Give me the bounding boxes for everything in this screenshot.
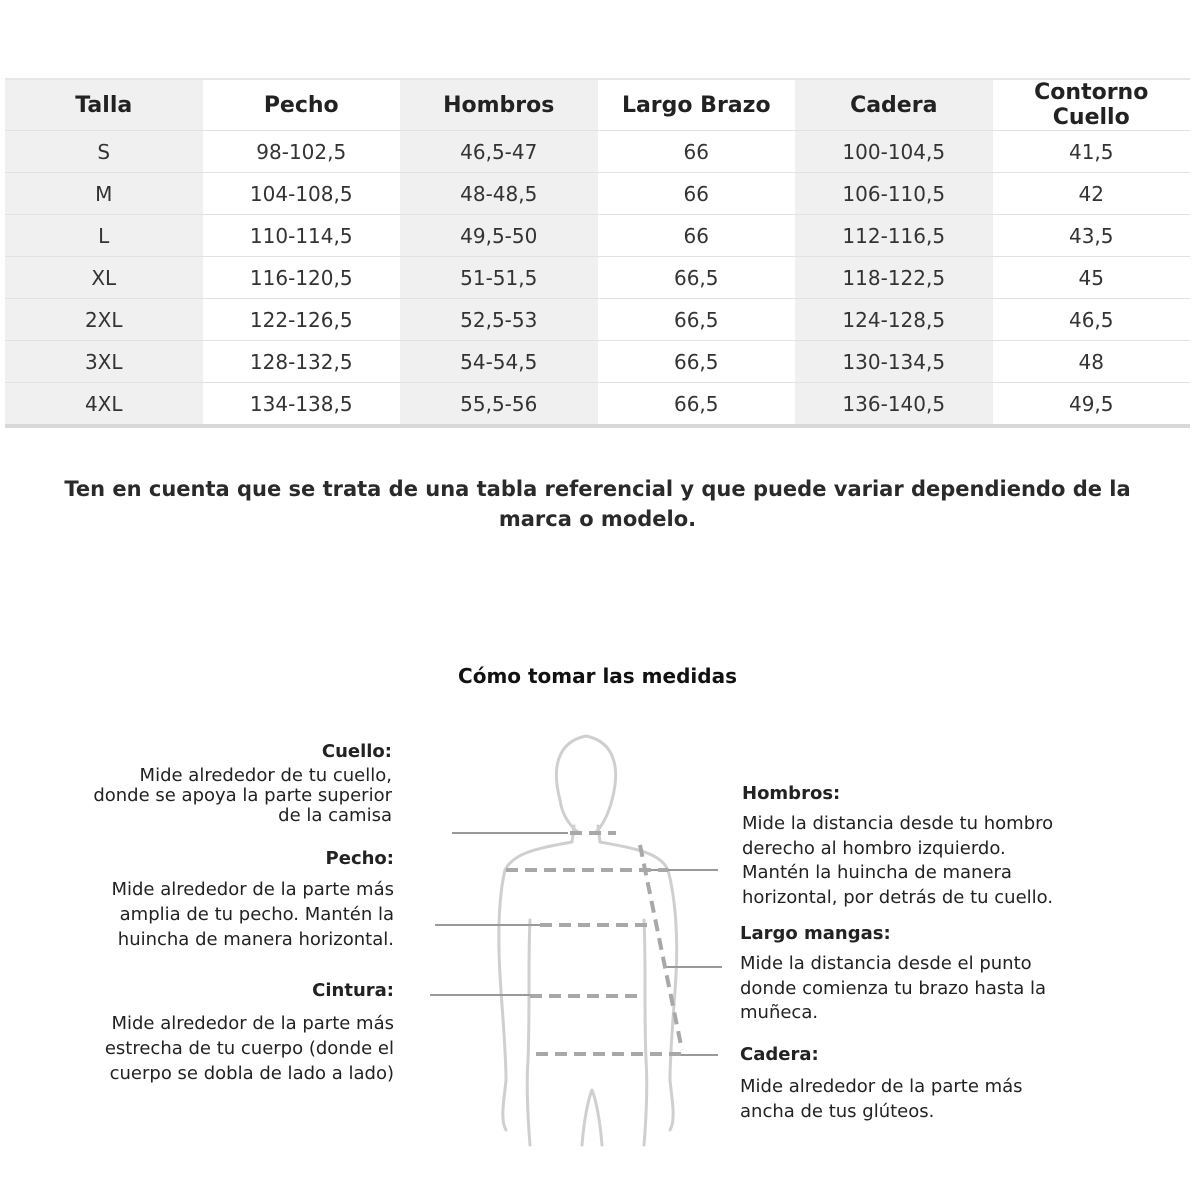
table-cell: M bbox=[5, 173, 203, 215]
table-cell: 49,5 bbox=[993, 383, 1191, 427]
hombros-heading: Hombros: bbox=[742, 783, 841, 804]
table-cell: 46,5-47 bbox=[400, 131, 598, 173]
hombros-block bbox=[742, 783, 1082, 910]
hombros-line: Mide la distancia desde tu hombro bbox=[742, 813, 1054, 834]
cintura-text bbox=[64, 1011, 394, 1086]
cuello-block bbox=[62, 741, 392, 826]
table-cell: 66,5 bbox=[598, 299, 796, 341]
table-cell: 54-54,5 bbox=[400, 341, 598, 383]
cuello-line: donde se apoya la parte superior bbox=[93, 785, 392, 806]
pecho-text bbox=[64, 877, 394, 952]
cintura-line: Mide alrededor de la parte más bbox=[111, 1013, 394, 1034]
table-cell: 49,5-50 bbox=[400, 215, 598, 257]
cadera-text bbox=[740, 1075, 1080, 1124]
table-cell: 51-51,5 bbox=[400, 257, 598, 299]
table-cell: 128-132,5 bbox=[203, 341, 401, 383]
cuello-text bbox=[62, 766, 392, 826]
table-cell: 104-108,5 bbox=[203, 173, 401, 215]
hombros-line: derecho al hombro izquierdo. bbox=[742, 837, 1006, 859]
header-largo-brazo: Largo Brazo bbox=[598, 79, 796, 131]
largo-mangas-heading: Largo mangas: bbox=[740, 923, 891, 944]
table-cell: 66 bbox=[598, 131, 796, 173]
largo-mangas-line: Mide la distancia desde el punto bbox=[740, 953, 1032, 974]
hombros-text bbox=[742, 812, 1082, 910]
table-cell: 45 bbox=[993, 257, 1191, 299]
table-cell: 136-140,5 bbox=[795, 383, 993, 427]
table-cell: 48-48,5 bbox=[400, 173, 598, 215]
table-cell: 48 bbox=[993, 341, 1191, 383]
pecho-line: huincha de manera horizontal. bbox=[117, 929, 394, 950]
table-cell: 66,5 bbox=[598, 383, 796, 427]
hombros-line: horizontal, por detrás de tu cuello. bbox=[742, 886, 1054, 908]
cuello-line: Mide alrededor de tu cuello, bbox=[139, 765, 392, 786]
table-cell: L bbox=[5, 215, 203, 257]
header-cadera: Cadera bbox=[795, 79, 993, 131]
reference-note: Ten en cuenta que se trata de una tabla referencial y que puede variar dependiendo de la marca o modelo. bbox=[64, 477, 1131, 531]
cintura-heading: Cintura: bbox=[312, 980, 394, 1001]
table-cell: 100-104,5 bbox=[795, 131, 993, 173]
largo-mangas-line: donde comienza tu brazo hasta la bbox=[740, 977, 1047, 999]
cuello-heading: Cuello: bbox=[321, 741, 392, 762]
table-cell: 122-126,5 bbox=[203, 299, 401, 341]
table-cell: 66 bbox=[598, 215, 796, 257]
table-cell: 112-116,5 bbox=[795, 215, 993, 257]
pecho-line: amplia de tu pecho. Mantén la bbox=[119, 904, 394, 925]
cadera-line: ancha de tus glúteos. bbox=[740, 1100, 935, 1122]
largo-mangas-block bbox=[740, 923, 1080, 1026]
pecho-heading: Pecho: bbox=[325, 848, 394, 869]
table-cell: 46,5 bbox=[993, 299, 1191, 341]
table-cell: 134-138,5 bbox=[203, 383, 401, 427]
table-cell: 43,5 bbox=[993, 215, 1191, 257]
table-cell: 55,5-56 bbox=[400, 383, 598, 427]
table-cell: 118-122,5 bbox=[795, 257, 993, 299]
largo-mangas-line: muñeca. bbox=[740, 1002, 819, 1023]
pecho-line: Mide alrededor de la parte más bbox=[111, 879, 394, 900]
table-cell: 130-134,5 bbox=[795, 341, 993, 383]
guide-title: Cómo tomar las medidas bbox=[458, 664, 737, 688]
body-outline bbox=[499, 736, 677, 1145]
cintura-line: cuerpo se dobla de lado a lado) bbox=[109, 1063, 394, 1084]
hombros-line: Mantén la huincha de manera bbox=[742, 862, 1012, 883]
header-pecho: Pecho bbox=[203, 79, 401, 131]
cintura-line: estrecha de tu cuerpo (donde el bbox=[104, 1038, 394, 1059]
cadera-block bbox=[740, 1044, 1080, 1124]
table-cell: 2XL bbox=[5, 299, 203, 341]
table-cell: 110-114,5 bbox=[203, 215, 401, 257]
cadera-heading: Cadera: bbox=[740, 1044, 819, 1065]
header-hombros: Hombros bbox=[400, 79, 598, 131]
table-cell: 124-128,5 bbox=[795, 299, 993, 341]
cintura-block bbox=[64, 980, 394, 1086]
table-cell: XL bbox=[5, 257, 203, 299]
pecho-block bbox=[64, 848, 394, 952]
measure-lines bbox=[506, 833, 682, 1054]
table-cell: 42 bbox=[993, 173, 1191, 215]
table-cell: 106-110,5 bbox=[795, 173, 993, 215]
cuello-line: de la camisa bbox=[278, 805, 392, 826]
table-cell: 66 bbox=[598, 173, 796, 215]
table-cell: 3XL bbox=[5, 341, 203, 383]
largo-mangas-text bbox=[740, 952, 1080, 1026]
header-talla: Talla bbox=[5, 79, 203, 131]
table-cell: 4XL bbox=[5, 383, 203, 427]
table-cell: 52,5-53 bbox=[400, 299, 598, 341]
table-cell: 66,5 bbox=[598, 341, 796, 383]
header-contorno-cuello: Contorno Cuello bbox=[993, 79, 1191, 131]
table-cell: 41,5 bbox=[993, 131, 1191, 173]
table-cell: 116-120,5 bbox=[203, 257, 401, 299]
table-cell: 98-102,5 bbox=[203, 131, 401, 173]
cadera-line: Mide alrededor de la parte más bbox=[740, 1076, 1023, 1097]
table-cell: 66,5 bbox=[598, 257, 796, 299]
table-cell: S bbox=[5, 131, 203, 173]
